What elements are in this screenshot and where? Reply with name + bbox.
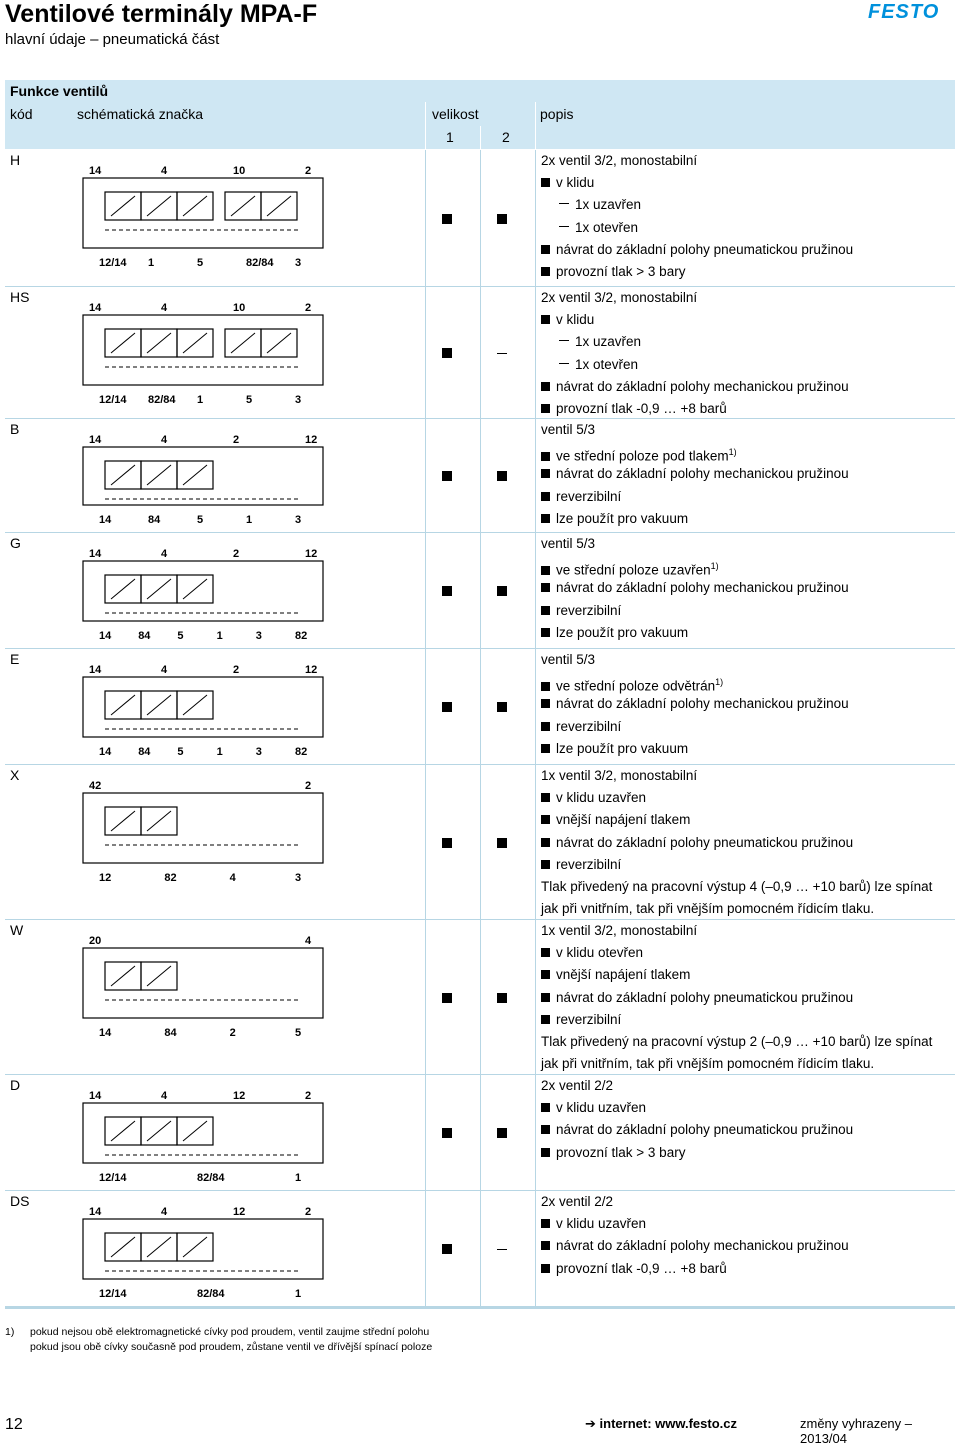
valve-description [541,287,951,420]
port-label: 84 [138,630,151,642]
description-line [541,1031,951,1075]
size-1-label: 1 [446,129,454,145]
bullet-icon [541,628,550,637]
dash-icon [559,203,569,204]
port-label: 14 [89,434,102,446]
description-line [541,765,951,787]
description-text: 1x otevřen [575,219,639,235]
column-description: popis [540,106,574,122]
availability-marker [442,348,452,358]
port-label: 14 [99,514,112,526]
port-label: 84 [138,746,151,758]
port-label: 82 [164,872,177,884]
port-label: 10 [233,302,246,314]
column-symbol: schématická značka [77,106,204,122]
schematic-symbol [75,429,331,527]
port-label: 14 [89,1206,102,1218]
description-line [541,555,951,577]
port-label: 4 [161,548,168,560]
description-text: ve střední poloze odvětrán [556,678,716,694]
description-text: návrat do základní polohy pneumatickou pružinou [556,834,854,850]
description-text: 1x ventil 3/2, monostabilní [541,768,698,783]
description-text: 1x ventil 3/2, monostabilní [541,923,698,938]
schematic-symbol [75,930,331,1040]
port-label: 82 [295,746,308,758]
schematic-symbol [75,297,331,407]
footnote-mark: 1) [5,1326,15,1338]
bullet-icon [541,744,550,753]
description-line [541,1097,951,1119]
description-line [541,854,951,876]
description-text: v klidu uzavřen [556,1100,647,1116]
description-line [541,1235,951,1257]
svg-text:FESTO: FESTO [868,2,940,20]
unavailable-marker [497,353,507,354]
description-line [541,876,951,920]
table-row [5,765,955,920]
description-line [541,1191,951,1213]
description-line [541,508,951,530]
bullet-icon [541,514,550,523]
description-text: vnější napájení tlakem [556,812,691,828]
bullet-icon [541,682,550,691]
description-line [541,1142,951,1164]
description-text: provozní tlak -0,9 … +8 barů [556,400,727,416]
description-text: v klidu otevřen [556,945,644,961]
website-link-text: internet: www.festo.cz [599,1416,738,1431]
port-label: 2 [305,302,312,314]
port-label: 3 [295,514,302,526]
bullet-icon [541,1125,550,1134]
port-label: 1 [216,630,223,642]
port-label: 4 [229,872,236,884]
port-label: 82/84 [197,1288,225,1300]
description-text: návrat do základní polohy mechanickou pružinou [556,1238,849,1254]
port-label: 14 [99,630,112,642]
bullet-icon [541,860,550,869]
description-line [541,150,951,172]
port-label: 4 [161,165,168,177]
bullet-icon [541,583,550,592]
bullet-icon [541,838,550,847]
port-label: 1 [148,257,155,269]
schematic-symbol [75,1085,331,1185]
valve-code: HS [10,289,30,305]
port-label: 5 [177,630,184,642]
description-line [541,419,951,441]
port-label: 12 [305,548,318,560]
bullet-icon [541,245,550,254]
description-line [541,194,951,216]
port-label: 3 [295,394,302,406]
description-text: 2x ventil 3/2, monostabilní [541,290,698,305]
dash-icon [559,363,569,364]
port-label: 82/84 [246,257,274,269]
description-line [541,577,951,599]
port-label: 1 [295,1172,302,1184]
description-line [541,354,951,376]
dash-icon [559,340,569,341]
footnote-reference: 1) [715,677,724,688]
port-label: 82/84 [148,394,176,406]
description-line [541,1119,951,1141]
bullet-icon [541,793,550,802]
page-title: Ventilové terminály MPA-F [5,0,318,28]
port-label: 84 [164,1027,177,1039]
port-label: 2 [229,1027,236,1039]
description-line [541,172,951,194]
port-label: 5 [197,514,204,526]
port-label: 5 [197,257,204,269]
dash-icon [559,226,569,227]
availability-marker [442,471,452,481]
availability-marker [442,993,452,1003]
description-text: 1x otevřen [575,356,639,372]
port-label: 4 [161,1206,168,1218]
port-label: 2 [305,165,312,177]
description-line [541,533,951,555]
port-label: 4 [305,935,312,947]
description-line [541,1258,951,1280]
schematic-symbol [75,543,331,643]
port-label: 3 [295,872,302,884]
availability-marker [442,586,452,596]
port-label: 2 [233,548,240,560]
port-label: 12/14 [99,1172,127,1184]
valve-description [541,150,951,283]
port-label: 82/84 [197,1172,225,1184]
port-label: 12/14 [99,257,127,269]
description-text: 2x ventil 3/2, monostabilní [541,153,698,168]
bullet-icon [541,1264,550,1273]
description-line [541,1213,951,1235]
port-label: 14 [99,746,112,758]
description-text: ve střední poloze uzavřen [556,562,711,578]
description-text: v klidu [556,175,595,191]
bullet-icon [541,993,550,1002]
schematic-symbol [75,160,331,270]
description-text: ventil 5/3 [541,652,596,667]
description-text: návrat do základní polohy pneumatickou pružinou [556,989,854,1005]
bullet-icon [541,722,550,731]
port-label: 5 [246,394,253,406]
port-label: 14 [89,664,102,676]
description-line [541,671,951,693]
port-label: 1 [295,1288,302,1300]
description-text: ventil 5/3 [541,422,596,437]
description-text: 2x ventil 2/2 [541,1078,614,1093]
festo-logo [868,2,954,20]
port-label: 20 [89,935,102,947]
port-label: 2 [233,434,240,446]
port-label: 2 [305,1090,312,1102]
bullet-icon [541,699,550,708]
table-row [5,1191,955,1307]
description-line [541,964,951,986]
page-subtitle: hlavní údaje – pneumatická část [5,31,220,48]
description-line [541,239,951,261]
table-column-headers [5,102,955,126]
valve-code: G [10,535,21,551]
valve-description [541,1191,951,1280]
footnote [5,1325,432,1355]
bullet-icon [541,815,550,824]
table-row [5,419,955,533]
bullet-icon [541,1219,550,1228]
bullet-icon [541,452,550,461]
description-text: ve střední poloze pod tlakem [556,448,729,464]
bullet-icon [541,469,550,478]
bullet-icon [541,492,550,501]
description-text: v klidu uzavřen [556,1216,647,1232]
description-text: návrat do základní polohy mechanickou pružinou [556,466,849,482]
description-text: reverzibilní [556,602,622,618]
port-label: 2 [305,1206,312,1218]
port-label: 1 [197,394,204,406]
description-text: provozní tlak > 3 bary [556,1144,686,1160]
description-line [541,217,951,239]
table-section-title: Funkce ventilů [5,80,955,102]
table-row [5,920,955,1075]
description-line [541,716,951,738]
port-label: 12/14 [99,394,127,406]
description-text: reverzibilní [556,856,622,872]
valve-code: H [10,152,21,168]
description-text: provozní tlak -0,9 … +8 barů [556,1260,727,1276]
bullet-icon [541,1015,550,1024]
port-label: 14 [89,165,102,177]
valve-description [541,1075,951,1164]
description-text: v klidu uzavřen [556,790,647,806]
port-label: 82 [295,630,308,642]
description-text: 2x ventil 2/2 [541,1194,614,1209]
bullet-icon [541,566,550,575]
website-link[interactable] [585,1416,737,1432]
description-text: 1x uzavřen [575,197,642,213]
port-label: 14 [99,1027,112,1039]
availability-marker [497,993,507,1003]
availability-marker [497,702,507,712]
arrow-right-icon: ➔ [585,1416,596,1431]
description-line [541,463,951,485]
valve-description [541,533,951,644]
table-row [5,649,955,765]
description-text: reverzibilní [556,1011,622,1027]
table-size-subheaders [5,126,955,149]
description-text: vnější napájení tlakem [556,967,691,983]
description-line [541,441,951,463]
description-line [541,693,951,715]
port-label: 12 [99,872,112,884]
availability-marker [497,838,507,848]
availability-marker [497,586,507,596]
port-label: 4 [161,1090,168,1102]
port-label: 12 [305,664,318,676]
bullet-icon [541,970,550,979]
description-line [541,261,951,283]
bullet-icon [541,1103,550,1112]
bullet-icon [541,178,550,187]
column-size: velikost [432,106,479,122]
port-label: 12 [305,434,318,446]
port-label: 12 [233,1090,246,1102]
valve-code: E [10,651,20,667]
valve-description [541,765,951,920]
footnote-reference: 1) [710,561,719,572]
port-label: 5 [177,746,184,758]
description-line [541,1009,951,1031]
port-label: 3 [295,257,302,269]
valve-code: X [10,767,20,783]
port-label: 1 [216,746,223,758]
port-label: 10 [233,165,246,177]
bullet-icon [541,315,550,324]
description-line [541,398,951,420]
port-label: 2 [233,664,240,676]
port-label: 84 [148,514,161,526]
port-label: 4 [161,302,168,314]
availability-marker [442,702,452,712]
valve-code: DS [10,1193,30,1209]
availability-marker [497,471,507,481]
port-label: 14 [89,548,102,560]
table-row [5,287,955,419]
availability-marker [442,1128,452,1138]
description-line [541,809,951,831]
schematic-symbol [75,775,331,885]
bullet-icon [541,1241,550,1250]
description-line [541,649,951,671]
description-text: lze použít pro vakuum [556,510,689,526]
description-line [541,600,951,622]
table-row [5,1075,955,1191]
description-line [541,376,951,398]
valve-description [541,920,951,1075]
availability-marker [442,1244,452,1254]
bullet-icon [541,382,550,391]
description-text: návrat do základní polohy pneumatickou pružinou [556,241,854,257]
description-line [541,987,951,1009]
bullet-icon [541,606,550,615]
description-text: návrat do základní polohy mechanickou pružinou [556,580,849,596]
description-text: v klidu [556,312,595,328]
page-number: 12 [5,1416,23,1433]
description-line [541,738,951,760]
port-label: 12/14 [99,1288,127,1300]
description-text: ventil 5/3 [541,536,596,551]
port-label: 14 [89,1090,102,1102]
description-line [541,787,951,809]
valve-code: B [10,421,20,437]
footnote-line-1: pokud nejsou obě elektromagnetické cívky pod proudem, ventil zaujme střední polohu [30,1326,430,1338]
description-line [541,1075,951,1097]
description-text: reverzibilní [556,488,622,504]
port-label: 42 [89,780,102,792]
description-text: lze použít pro vakuum [556,624,689,640]
footnote-line-2: pokud jsou obě cívky současně pod proudem, zůstane ventil ve dřívější spínací poloze [30,1341,433,1353]
port-label: 4 [161,434,168,446]
description-line [541,486,951,508]
description-text: reverzibilní [556,718,622,734]
description-line [541,331,951,353]
valve-description [541,419,951,530]
schematic-symbol [75,1201,331,1301]
bullet-icon [541,1148,550,1157]
bullet-icon [541,267,550,276]
schematic-symbol [75,659,331,759]
description-text: návrat do základní polohy mechanickou pružinou [556,378,849,394]
description-text: Tlak přivedený na pracovní výstup 4 (–0,9 … +10 barů) lze spínat jak při vnitřním, tak při vnějším pomocném řídicím tlaku. [541,878,933,917]
valve-description [541,649,951,760]
description-line [541,309,951,331]
description-text: návrat do základní polohy mechanickou pružinou [556,696,849,712]
port-label: 3 [255,630,262,642]
availability-marker [497,1128,507,1138]
availability-marker [497,214,507,224]
description-line [541,622,951,644]
description-text: 1x uzavřen [575,334,642,350]
port-label: 2 [305,780,312,792]
table-row [5,533,955,649]
port-label: 14 [89,302,102,314]
description-text: Tlak přivedený na pracovní výstup 2 (–0,9 … +10 barů) lze spínat jak při vnitřním, tak při vnějším pomocném řídicím tlaku. [541,1033,933,1072]
footnote-reference: 1) [728,447,737,458]
bullet-icon [541,948,550,957]
valve-code: D [10,1077,21,1093]
port-label: 3 [255,746,262,758]
table-row [5,150,955,287]
description-text: provozní tlak > 3 bary [556,263,686,279]
port-label: 1 [246,514,253,526]
bullet-icon [541,404,550,413]
port-label: 4 [161,664,168,676]
description-line [541,287,951,309]
valve-code: W [10,922,24,938]
column-code: kód [10,106,33,122]
description-text: lze použít pro vakuum [556,740,689,756]
description-line [541,920,951,942]
availability-marker [442,838,452,848]
availability-marker [442,214,452,224]
description-line [541,832,951,854]
size-2-label: 2 [502,129,510,145]
changes-note: změny vyhrazeny – 2013/04 [800,1416,912,1446]
description-text: návrat do základní polohy pneumatickou pružinou [556,1122,854,1138]
port-label: 12 [233,1206,246,1218]
unavailable-marker [497,1249,507,1250]
description-line [541,942,951,964]
port-label: 5 [295,1027,302,1039]
